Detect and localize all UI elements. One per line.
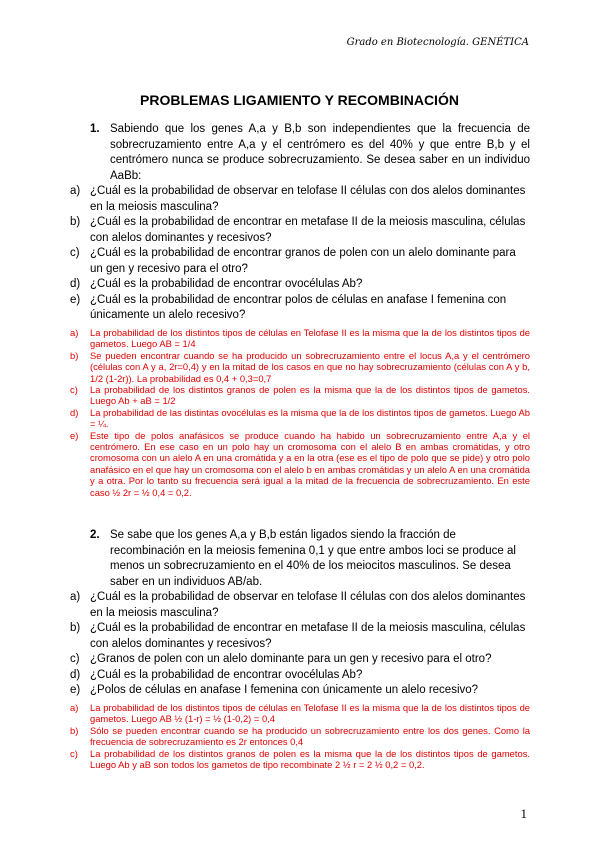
question-text: ¿Cuál es la probabilidad de encontrar granos de polen con un alelo dominante para un gen y recesivo para el otro? [90,247,516,275]
answer-text: La probabilidad de los distintos granos de polen es la misma que la de los distintos tipos de gametos. Luego Ab + aB = 1/2 [90,384,530,407]
question-text: ¿Cuál es la probabilidad de observar en telofase II células con dos alelos dominantes en la meiosis masculina? [90,185,526,213]
answer-item [70,350,530,384]
answer-text: La probabilidad de los distintos granos de polen es la misma que la de los distintos tipos de gametos. Luego Ab y aB son todos los gametos de tipo recombinate 2 ½ r = 2 ½ 0,2 = 0,2. [90,747,530,771]
question-letter: a) [70,591,81,603]
problem-2-question [70,683,530,699]
answer-item [70,407,530,430]
problem-2-question [70,590,530,621]
answer-text: La probabilidad de las distintas ovocélulas es la misma que la de los distintos tipos de gametos. Luego Ab = ¼. [90,406,530,430]
question-text: ¿Cuál es la probabilidad de encontrar polos de células en anafase I femenina con únicamente un alelo recesivo? [90,293,507,321]
problem-1-answers [70,327,530,498]
problem-2-answers [70,702,530,770]
question-letter: d) [70,278,81,290]
question-text: ¿Cuál es la probabilidad de encontrar ovocélulas Ab? [90,278,363,290]
question-letter: b) [70,216,81,228]
answer-text: Se pueden encontrar cuando se ha producido un sobrecruzamiento entre el locus A,a y el centrómero (células con A y a, 2r=0,4) y en la mitad de los casos en que no hay sobrecruzamiento (células con A y b, 1/2 (1-2r)). La probabilidad es 0,4 + 0,3=0,7 [90,349,530,384]
answer-item [70,702,530,725]
answer-item [70,725,530,748]
answer-letter: d) [70,406,79,418]
problem-1-text: Sabiendo que los genes A,a y B,b son independientes que la frecuencia de sobrecruzamiento entre A,a y el centrómero es del 40% y que entre B,b y el centrómero nunca se produce sobrecruzamiento. Se desea saber en un individuo AaBb: [110,123,530,182]
question-text: ¿Polos de células en anafase I femenina con únicamente un alelo recesivo? [90,684,479,696]
question-text: ¿Cuál es la probabilidad de encontrar ovocélulas Ab? [90,668,363,681]
question-text: ¿Cuál es la probabilidad de encontrar en metafase II de la meiosis masculina, células con alelos dominantes y recesivos? [90,622,526,650]
running-header: Grado en Biotecnología. GENÉTICA [346,37,529,48]
problem-1-question [70,215,530,246]
question-text: ¿Cuál es la probabilidad de observar en telofase II células con dos alelos dominantes en la meiosis masculina? [90,591,526,619]
answer-letter: a) [70,702,79,713]
problem-2-question [70,621,530,652]
answer-text: La probabilidad de los distintos tipos de células en Telofase II es la misma que la de los distintos tipos de gametos. Luego AB ½ (1-r) = ½ (1-0,2) = 0,4 [90,702,530,725]
problem-1-number: 1. [90,123,100,135]
problem-1-question [70,246,530,277]
answer-letter: a) [70,327,79,338]
question-text: ¿Granos de polen con un alelo dominante para un gen y recesivo para el otro? [90,653,492,665]
problem-1-question [70,293,530,324]
answer-letter: c) [70,747,78,759]
question-text: ¿Cuál es la probabilidad de encontrar en metafase II de la meiosis masculina, células con alelos dominantes y recesivos? [90,216,526,244]
answer-item [70,384,530,407]
problem-2-question [70,668,530,684]
answer-letter: c) [70,384,78,396]
answer-letter: b) [70,349,79,361]
problem-2 [70,528,530,699]
problem-2-text: Se sabe que los genes A,a y B,b están ligados siendo la fracción de recombinación en la meiosis femenina 0,1 y que entre ambos loci se produce al menos un sobrecruzamiento en el 40% de los meiocitos masculinos. Se desea saber en un individuos AB/ab. [110,529,516,588]
question-letter: c) [70,653,80,665]
problem-2-number: 2. [90,529,100,541]
question-letter: b) [70,622,81,634]
answer-text: Este tipo de polos anafásicos se produce cuando ha habido un sobrecruzamiento entre A,a y el centrómero. En ese caso en un polo hay un cromosoma con el alelo B en ambas cromátidas, y otro cromosoma con un alelo A en una cromátida y a en la otra (ese es el tipo de polo que se pide) y otro polo anafásico en el que hay un cromosoma con el alelo b en ambas cromátidas y un alelo A en una cromátida y a otra. Por lo tanto su frecuencia será igual a la mitad de la frecuencia de sobrecruzamiento. En este caso ½ 2r = ½ 0,4 = 0,2. [90,429,530,498]
question-letter: a) [70,185,81,197]
problem-1 [70,122,530,324]
answer-letter: b) [70,724,79,736]
problem-1-question [70,184,530,215]
problem-1-statement [90,122,530,184]
answer-item [70,430,530,498]
question-letter: e) [70,293,81,306]
question-letter: c) [70,247,80,259]
page-number: 1 [520,806,527,821]
problem-2-question [70,652,530,668]
answer-item [70,327,530,350]
answer-text: Sólo se pueden encontrar cuando se ha producido un sobrecruzamiento entre los dos genes. Como la frecuencia de sobrecruzamiento es 2r entonces 0,4 [90,724,530,748]
question-letter: e) [70,684,81,696]
answer-letter: e) [70,429,79,441]
question-letter: d) [70,668,81,681]
problem-1-question [70,277,530,293]
problem-2-statement [90,528,530,590]
page-title: PROBLEMAS LIGAMIENTO Y RECOMBINACIÓN [140,92,459,108]
answer-text: La probabilidad de los distintos tipos de células en Telofase II es la misma que la de los distintos tipos de gametos. Luego AB = 1/4 [90,327,530,350]
answer-item [70,748,530,771]
